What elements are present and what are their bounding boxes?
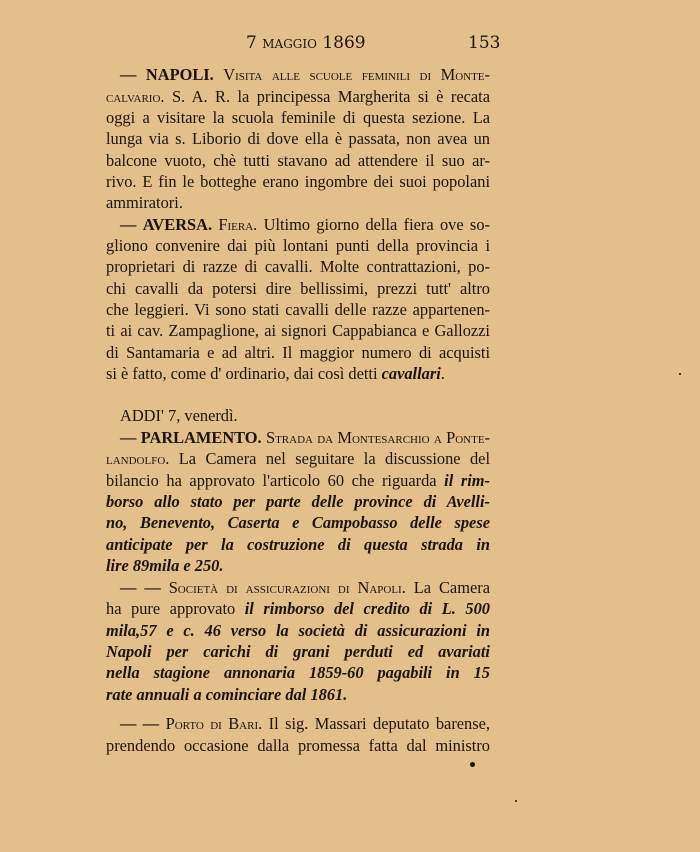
societa-line-3: [106, 620, 490, 642]
parlamento-subtitle: Strada da Montesarchio a Ponte-: [265, 428, 491, 447]
societa-line-1: [120, 577, 490, 599]
napoli-place: NAPOLI.: [145, 65, 214, 84]
text: La Camera: [413, 578, 490, 597]
italic-text: rate annuali a cominciare dal 1861.: [106, 685, 348, 704]
porto-line-2: prendendo occasione dalla promessa fatta dal ministro: [106, 736, 490, 755]
italic-text: nella stagione annonaria 1859-60 pagabili in 15: [106, 663, 490, 682]
italic-text: mila,57 e c. 46 verso la società di assicurazioni in: [106, 621, 490, 640]
napoli-line-2: [106, 86, 490, 108]
napoli-line-3: oggi a visitare la scuola feminile di questa sezione. La: [106, 108, 490, 127]
page-number: 153: [468, 33, 501, 53]
text: ha pure approvato: [106, 599, 245, 618]
running-header: [0, 33, 700, 55]
text: S. A. R. la principessa Margherita si è recata: [171, 87, 490, 106]
aversa-line-8: [106, 363, 490, 385]
text: bilancio ha approvato l'articolo 60 che riguarda: [106, 471, 445, 490]
dash: — —: [120, 714, 160, 733]
dash: —: [120, 65, 137, 84]
aversa-line-3: proprietari di razze di cavalli. Molte contrattazioni, po-: [106, 257, 490, 276]
napoli-line-6: rivo. E fin le botteghe erano ingombre dei suoi popolani: [106, 172, 490, 191]
dash: — —: [120, 578, 161, 597]
parlamento-line-3: [106, 470, 490, 492]
text: Ultimo giorno della fiera ove so-: [263, 215, 490, 234]
header-year: 1869: [322, 33, 366, 53]
napoli-line-4: lunga via s. Liborio di dove ella è passata, non avea un: [106, 129, 490, 148]
napoli-line-1: [120, 64, 490, 86]
societa-line-4: [106, 641, 490, 663]
italic-text: il rim-: [444, 471, 490, 490]
dash: —: [120, 428, 137, 447]
aversa-subtitle: Fiera.: [218, 215, 258, 234]
text: Il sig. Massari deputato barense,: [268, 714, 491, 733]
parlamento-subtitle-cont: landolfo.: [106, 449, 170, 468]
societa-line-5: [106, 662, 490, 684]
parlamento-line-7: [106, 555, 490, 577]
napoli-subtitle: Visita alle scuole feminili di Monte-: [223, 65, 490, 84]
italic-text: il rimborso del credito di L. 500: [244, 599, 490, 618]
parlamento-line-4: [106, 491, 490, 513]
ink-spot: [470, 762, 475, 767]
parlamento-line-1: [120, 427, 490, 449]
italic-text: borso allo stato per parte delle province di Avelli-: [106, 492, 490, 511]
aversa-line-2: gliono convenire dai più lontani punti della provincia i: [106, 236, 490, 255]
societa-line-6: [106, 684, 490, 706]
societa-subtitle: Società di assicurazioni di Napoli.: [168, 578, 406, 597]
parlamento-line-5: [106, 512, 490, 534]
text: La Camera nel seguitare la discussione del: [178, 449, 490, 468]
aversa-line-6: ti ai cav. Zampaglione, ai signori Cappabianca e Gallozzi: [106, 321, 490, 340]
parlamento-place: PARLAMENTO.: [140, 428, 262, 447]
header-day: 7: [246, 33, 257, 53]
italic-text: lire 89mila e 250.: [106, 556, 224, 575]
italic-text: no, Benevento, Caserta e Campobasso delle spese: [106, 513, 490, 532]
aversa-line-4: chi cavalli da potersi dire bellissimi, prezzi tutt' altro: [106, 279, 490, 298]
porto-line-1: [120, 713, 490, 735]
italic-text: Napoli per carichi di grani perduti ed avariati: [106, 642, 490, 661]
parlamento-line-6: [106, 534, 490, 556]
aversa-place: AVERSA.: [142, 215, 213, 234]
aversa-line-5: che leggieri. Vi sono stati cavalli delle razze appartenen-: [106, 300, 490, 319]
parlamento-line-2: [106, 448, 490, 470]
ink-speck: [515, 800, 517, 802]
day-heading: ADDI' 7, venerdì.: [120, 406, 238, 425]
ink-speck: [679, 373, 681, 375]
aversa-line-1: [120, 214, 490, 236]
italic-text: anticipate per la costruzione di questa strada in: [106, 535, 490, 554]
dash: —: [120, 215, 137, 234]
societa-line-2: [106, 598, 490, 620]
header-month: maggio: [262, 33, 317, 53]
porto-subtitle: Porto di Bari.: [165, 714, 263, 733]
header-date: [246, 33, 366, 53]
italic-term: cavallari: [381, 364, 441, 383]
aversa-line-7: di Santamaria e ad altri. Il maggior numero di acquisti: [106, 343, 490, 362]
napoli-line-7: ammiratori.: [106, 193, 183, 212]
text: si è fatto, come d' ordinario, dai così detti: [106, 364, 382, 383]
napoli-subtitle-cont: calvario.: [106, 87, 165, 106]
napoli-line-5: balcone vuoto, chè tutti stavano ad attendere il suo ar-: [106, 151, 490, 170]
text: .: [440, 364, 445, 383]
